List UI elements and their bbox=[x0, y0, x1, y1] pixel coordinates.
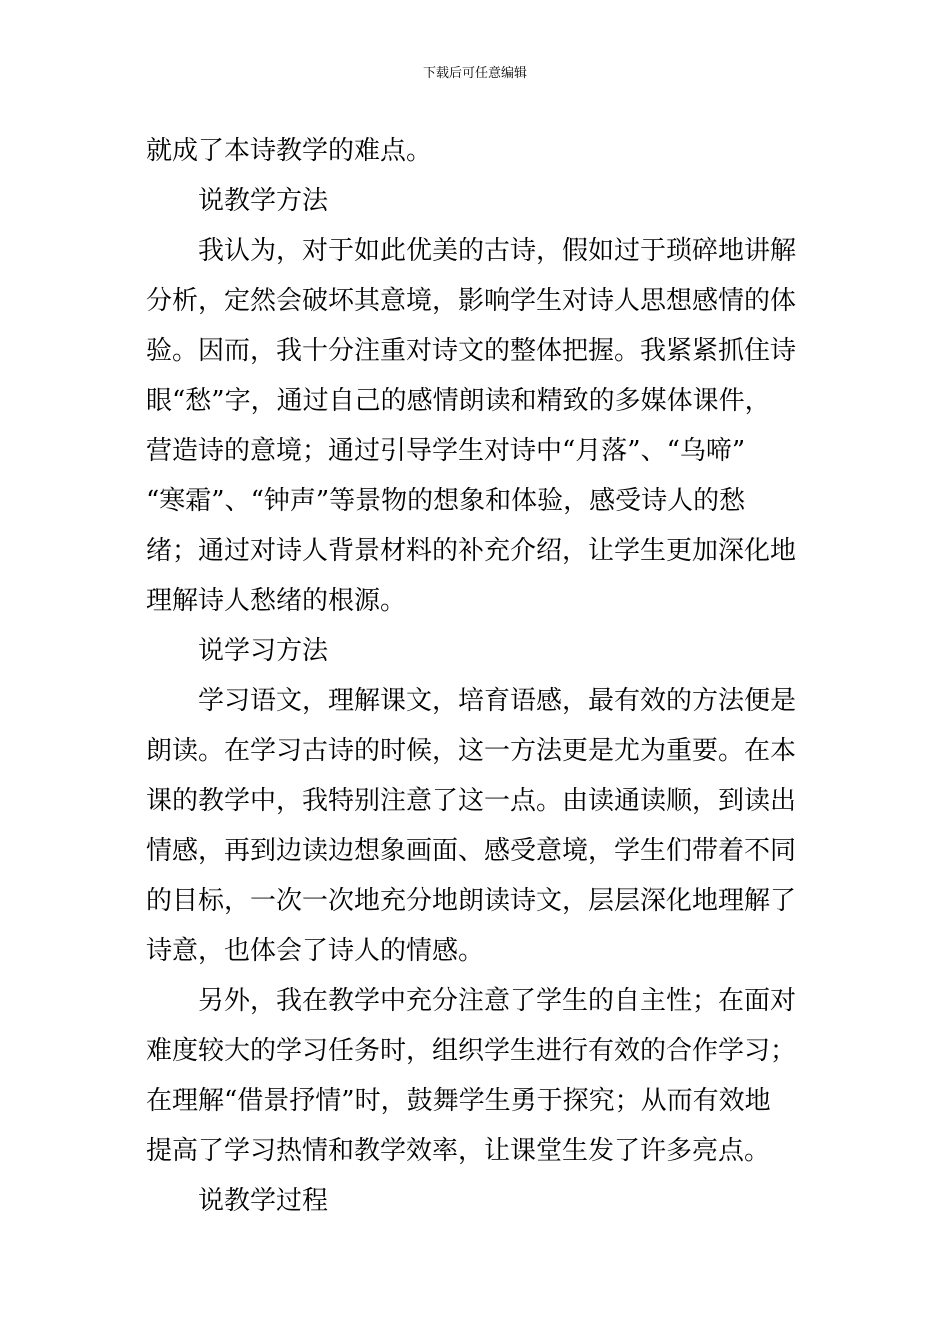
section-heading-teaching-method: 说教学方法 bbox=[198, 186, 329, 216]
paragraph-line: 的目标，一次一次地充分地朗读诗文，层层深化地理解了 bbox=[146, 886, 797, 916]
paragraph-line: 理解诗人愁绪的根源。 bbox=[146, 586, 407, 616]
paragraph-line: 学习语文，理解课文，培育语感，最有效的方法便是 bbox=[198, 686, 797, 716]
paragraph-line: 营造诗的意境；通过引导学生对诗中“月落”、“乌啼” bbox=[146, 436, 746, 466]
paragraph-line: 朗读。在学习古诗的时候，这一方法更是尤为重要。在本 bbox=[146, 736, 797, 766]
paragraph-line: 在理解“借景抒情”时，鼓舞学生勇于探究；从而有效地 bbox=[146, 1086, 771, 1116]
section-heading-teaching-process: 说教学过程 bbox=[198, 1186, 329, 1216]
paragraph-line: 另外，我在教学中充分注意了学生的自主性；在面对 bbox=[198, 986, 797, 1016]
page-header: 下载后可任意编辑 bbox=[422, 66, 527, 81]
paragraph-line: 情感，再到边读边想象画面、感受意境，学生们带着不同 bbox=[146, 836, 797, 866]
section-heading-learning-method: 说学习方法 bbox=[198, 636, 329, 666]
paragraph-line: 课的教学中，我特别注意了这一点。由读通读顺，到读出 bbox=[146, 786, 797, 816]
paragraph-line: 验。因而，我十分注重对诗文的整体把握。我紧紧抓住诗 bbox=[146, 336, 797, 366]
paragraph-line: 眼“愁”字，通过自己的感情朗读和精致的多媒体课件， bbox=[146, 386, 771, 416]
document-body bbox=[146, 126, 810, 1226]
paragraph-line: 就成了本诗教学的难点。 bbox=[146, 136, 433, 166]
paragraph-line: 提高了学习热情和教学效率，让课堂生发了许多亮点。 bbox=[146, 1136, 771, 1166]
paragraph-line: “寒霜”、“钟声”等景物的想象和体验，感受诗人的愁 bbox=[146, 486, 746, 516]
paragraph-line: 难度较大的学习任务时，组织学生进行有效的合作学习； bbox=[146, 1036, 797, 1066]
paragraph-line: 诗意，也体会了诗人的情感。 bbox=[146, 936, 485, 966]
paragraph-line: 我认为，对于如此优美的古诗，假如过于琐碎地讲解 bbox=[198, 236, 797, 266]
paragraph-line: 分析，定然会破坏其意境，影响学生对诗人思想感情的体 bbox=[146, 286, 797, 316]
paragraph-line: 绪；通过对诗人背景材料的补充介绍，让学生更加深化地 bbox=[146, 536, 797, 566]
